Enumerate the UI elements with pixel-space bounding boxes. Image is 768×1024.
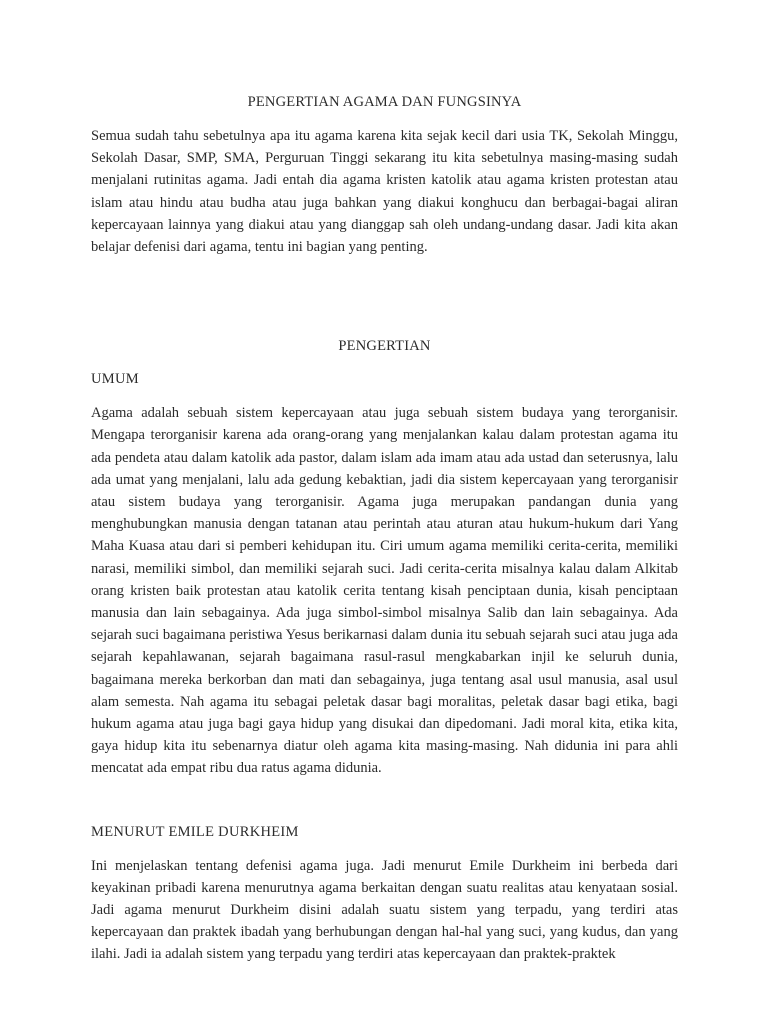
section-heading-durkheim: MENURUT EMILE DURKHEIM xyxy=(91,823,299,840)
durkheim-paragraph: Ini menjelaskan tentang defenisi agama juga. Jadi menurut Emile Durkheim ini berbeda dari keyakinan pribadi karena menurutnya agama berkaitan dengan suatu realitas atau kenyataan sosial. Jadi agama menurut Durkheim disini adalah suatu sistem yang terpadu, yang terdiri atas kepercayaan dan praktek ibadah yang berhubungan dengan hal-hal yang suci, yang kudus, dan yang ilahi. Jadi ia adalah sistem yang terpadu yang terdiri atas kepercayaan dan praktek-praktek xyxy=(91,857,678,963)
intro-paragraph: Semua sudah tahu sebetulnya apa itu agama karena kita sejak kecil dari usia TK, Sekolah Minggu, Sekolah Dasar, SMP, SMA, Perguruan Tinggi sekarang itu kita sebetulnya masing-masing sudah menjalani rutinitas agama. Jadi entah dia agama kristen katolik atau agama kristen protestan atau islam atau hindu atau budha atau juga bahkan yang diakui konghucu dan berbagai-bagai aliran kepercayaan lainnya yang diakui atau yang dianggap sah oleh undang-undang dasar. Jadi kita akan belajar defenisi dari agama, tentu ini bagian yang penting. xyxy=(91,128,678,256)
section-heading-umum: UMUM xyxy=(91,371,139,388)
document-body xyxy=(91,92,678,966)
umum-paragraph: Agama adalah sebuah sistem kepercayaan atau juga sebuah sistem budaya yang terorganisir. Mengapa terorganisir karena ada orang-orang yang menjalankan kalau dalam protestan agama itu ada pendeta atau dalam katolik ada pastor, dalam islam ada imam atau ada ustad dan seterusnya, lalu ada umat yang menjalani, lalu ada gedung kebaktian, jadi dia sistem kepercayaan yang terorganisir atau sistem budaya yang terorganisir. Agama juga merupakan pandangan dunia yang menghubungkan manusia dengan tatanan atau perintah atau aturan atau hukum-hukum dari Yang Maha Kuasa atau dari si pemberi kehidupan itu. Ciri umum agama memiliki cerita-cerita, memiliki narasi, memiliki simbol, dan memiliki sejarah suci. Jadi cerita-cerita misalnya kalau dalam Alkitab orang kristen baik protestan atau katolik cerita tentang kisah penciptaan dunia, kisah penciptaan manusia dan lain sebagainya. Ada juga simbol-simbol misalnya Salib dan lain sebagainya. Ada sejarah suci bagaimana peristiwa Yesus berikarnasi dalam dunia itu sebuah sejarah suci atau juga ada sejarah kepahlawanan, sejarah bagaimana rasul-rasul mengkabarkan injil ke seluruh dunia, bagaimana mereka berkorban dan mati dan sebagainya, juga tentang asal usul manusia, asal usul alam semesta. Nah agama itu sebagai peletak dasar bagi moralitas, peletak dasar bagi etika, bagi hukum agama atau juga bagi gaya hidup yang disukai dan dipedomani. Jadi moral kita, etika kita, gaya hidup kita itu sebenarnya diatur oleh agama kita masing-masing. Nah didunia ini para ahli mencatat ada empat ribu dua ratus agama didunia. xyxy=(91,405,678,777)
section-heading-pengertian: PENGERTIAN xyxy=(338,338,431,355)
document-title: PENGERTIAN AGAMA DAN FUNGSINYA xyxy=(247,94,522,110)
